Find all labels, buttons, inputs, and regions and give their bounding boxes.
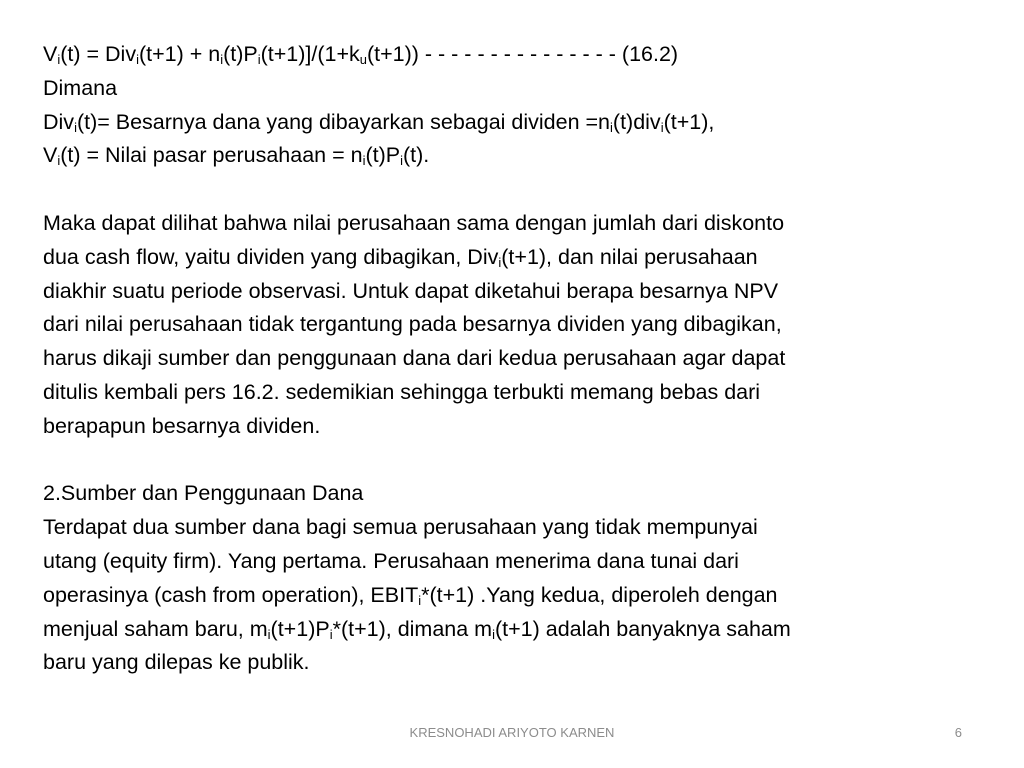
text-run: (t)div [612, 109, 661, 134]
subscript: i [492, 626, 495, 642]
subscript: i [267, 626, 271, 642]
text-line [43, 511, 973, 545]
text-line [43, 38, 973, 72]
text-run: (t) = Nilai pasar perusahaan = n [60, 143, 363, 168]
text-run: (t+1)]/(1+k [260, 42, 360, 66]
subscript: i [400, 153, 403, 169]
text-run: (t+1) + n [138, 42, 221, 66]
text-run: Div [43, 109, 75, 134]
text-run: dua cash flow, yaitu dividen yang dibagikan, Div [43, 244, 499, 269]
text-line [43, 646, 973, 680]
text-line [43, 342, 973, 376]
text-run: (t)= Besarnya dana yang dibayarkan sebagai dividen =n [76, 109, 611, 134]
text-run: V [43, 143, 58, 168]
text-line [43, 275, 973, 309]
text-run: 2.Sumber dan Penggunaan Dana [43, 481, 364, 506]
subscript: i [74, 119, 77, 135]
text-run: (t+1), [663, 109, 715, 134]
text-run: harus dikaji sumber dan penggunaan dana dari kedua perusahaan agar dapat [43, 346, 786, 371]
subscript: i [610, 119, 613, 135]
text-run: (t) = Div [60, 42, 137, 66]
text-line [43, 106, 973, 140]
footer-author: KRESNOHADI ARIYOTO KARNEN [409, 725, 615, 740]
text-run: menjual saham baru, m [43, 616, 268, 641]
text-run: utang (equity firm). Yang pertama. Perusahaan menerima dana tunai dari [43, 548, 739, 573]
text-run: (t+1)) - - - - - - - - - - - - - - - (16.2) [366, 42, 679, 66]
text-run: (t)P [223, 42, 258, 66]
subscript: i [57, 52, 61, 68]
text-run: baru yang dilepas ke publik. [43, 650, 310, 675]
blank-line [43, 173, 973, 207]
text-run: Terdapat dua sumber dana bagi semua perusahaan yang tidak mempunyai [43, 515, 758, 540]
blank-line [43, 444, 973, 478]
subscript: i [329, 626, 333, 642]
text-line [43, 613, 973, 647]
subscript: u [359, 52, 367, 68]
page-number: 6 [954, 725, 962, 740]
text-line [43, 410, 973, 444]
subscript: i [660, 119, 664, 135]
subscript: i [498, 255, 502, 270]
text-line [43, 376, 973, 410]
text-run: (t+1)P [270, 616, 330, 641]
text-line [43, 579, 973, 613]
text-run: diakhir suatu periode observasi. Untuk dapat diketahui berapa besarnya NPV [43, 278, 779, 303]
text-run: *(t+1), dimana m [332, 616, 493, 641]
text-line [43, 241, 973, 275]
text-run: (t+1), dan nilai perusahaan [501, 244, 758, 269]
subscript: i [57, 153, 61, 169]
text-run: operasinya (cash from operation), EBIT [43, 582, 419, 607]
text-line [43, 545, 973, 579]
text-run: Maka dapat dilihat bahwa nilai perusahaan sama dengan jumlah dari diskonto [43, 210, 785, 235]
text-line [43, 477, 973, 511]
subscript: i [418, 592, 422, 608]
text-run: berapapun besarnya dividen. [43, 413, 321, 438]
text-run: ditulis kembali pers 16.2. sedemikian sehingga terbukti memang bebas dari [43, 379, 761, 404]
text-run: V [43, 42, 58, 66]
text-run: (t+1) adalah banyaknya saham [494, 616, 791, 641]
subscript: i [220, 52, 224, 68]
text-run: dari nilai perusahaan tidak tergantung pada besarnya dividen yang dibagikan, [43, 312, 782, 337]
subscript: i [257, 52, 261, 68]
text-line [43, 139, 973, 173]
slide-body [43, 38, 973, 680]
text-line [43, 308, 973, 342]
text-run: *(t+1) .Yang kedua, diperoleh dengan [421, 582, 778, 607]
text-run: Dimana [43, 75, 118, 100]
text-line [43, 207, 973, 241]
text-line [43, 72, 973, 106]
subscript: i [136, 52, 139, 68]
text-run: (t). [402, 143, 430, 168]
text-run: (t)P [365, 143, 401, 168]
subscript: i [362, 153, 366, 169]
